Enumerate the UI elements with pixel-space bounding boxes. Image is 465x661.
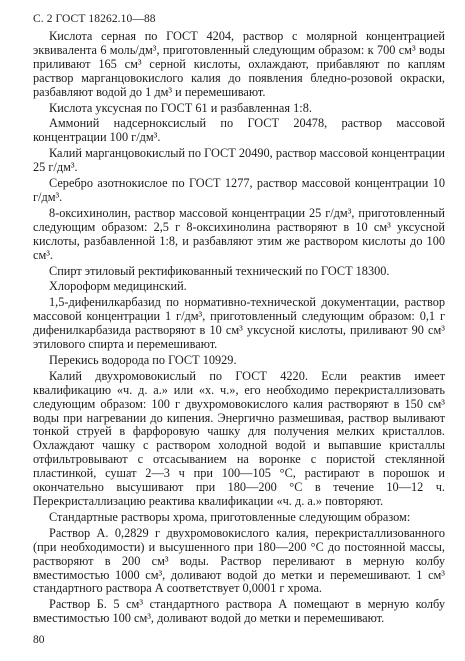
paragraph-chloroform: Хлороформ медицинский.	[49, 279, 187, 294]
paragraph-solution-a: Раствор А. 0,2829 г двухромовокислого калия, перекристаллизованного (при необходимости) и высушенного при 180—200 °С до постоянной массы, растворяют в 200 см³ воды. Раствор переливают в мерную колбу вместимостью 1000 см³, доливают водой до метки и перемешивают. 1 см³ стандартного раствора А соответствует 0,0001 г хрома.	[33, 525, 445, 596]
paragraph-ammonium-persulfate: Аммоний надсерноксислый по ГОСТ 20478, раствор массовой концентрации 100 г/дм³.	[33, 116, 445, 145]
page-header: С. 2 ГОСТ 18262.10—88	[33, 13, 156, 25]
paragraph-ethyl-alcohol: Спирт этиловый ректификованный технический по ГОСТ 18300.	[49, 263, 390, 278]
paragraph-silver-nitrate: Серебро азотнокислое по ГОСТ 1277, раствор массовой концентрации 10 г/дм³.	[33, 176, 445, 204]
page-number: 80	[33, 634, 45, 646]
paragraph-oxyquinoline: 8-оксихинолин, раствор массовой концентрации 25 г/дм³, приготовленный следующим образом: 2,5 г 8-оксихинолина растворяют в 10 см³ уксусной кислоты, разбавленной 1:8, и разбавляют этим же раствором кислоты до 100 см³.	[33, 205, 445, 262]
paragraph-potassium-dichromate: Калий двухромовокислый по ГОСТ 4220. Если реактив имеет квалификацию «ч. д. а.» или «х. ч.», его необходимо перекристаллизовать следующим образом: 100 г двухромовокислого калия растворяют в 150 см³ воды при нагревании до кипения. Энергично размешивая, раствор выливают тонкой струей в фарфоровую чашку для получения мелких кристаллов. Охлаждают чашку с раствором холодной водой и выпавшие кристаллы отфильтровывают с отсасыванием на воронке с пористой стеклянной пластинкой, сушат 2—3 ч при 100—105 °С, растирают в порошок и окончательно высушивают при 180—200 °С в течение 10—12 ч. Перекристаллизацию реактива квалификации «ч. д. а.» повторяют.	[33, 368, 445, 508]
paragraph-hydrogen-peroxide: Перекись водорода по ГОСТ 10929.	[49, 352, 237, 367]
paragraph-solution-b: Раствор Б. 5 см³ стандартного раствора А помещают в мерную колбу вместимостью 100 см³, доливают водой до метки и перемешивают.	[33, 597, 445, 626]
paragraph-sulfuric-acid: Кислота серная по ГОСТ 4204, раствор с молярной концентрацией эквивалента 6 моль/дм³, приготовленный следующим образом: к 700 см³ воды приливают 165 см³ серной кислоты, охлаждают, прибавляют по каплям раствор марганцовокислого калия до появления бледно-розовой окраски, разбавляют водой до 1 дм³ и перемешивают.	[33, 29, 445, 99]
paragraph-diphenylcarbazide: 1,5-дифенилкарбазид по нормативно-технической документации, раствор массовой концентрации 1 г/дм³, приготовленный следующим образом: 0,1 г дифенилкарбазида растворяют в 10 см³ уксусной кислоты, приливают 90 см³ этилового спирта и перемешивают.	[33, 295, 445, 352]
paragraph-acetic-acid: Кислота уксусная по ГОСТ 61 и разбавленная 1:8.	[49, 100, 312, 115]
paragraph-standard-solutions: Стандартные растворы хрома, приготовленные следующим образом:	[49, 509, 411, 524]
document-body	[33, 30, 445, 626]
paragraph-potassium-permanganate: Калий марганцовокислый по ГОСТ 20490, раствор массовой концентрации 25 г/дм³.	[33, 146, 445, 175]
